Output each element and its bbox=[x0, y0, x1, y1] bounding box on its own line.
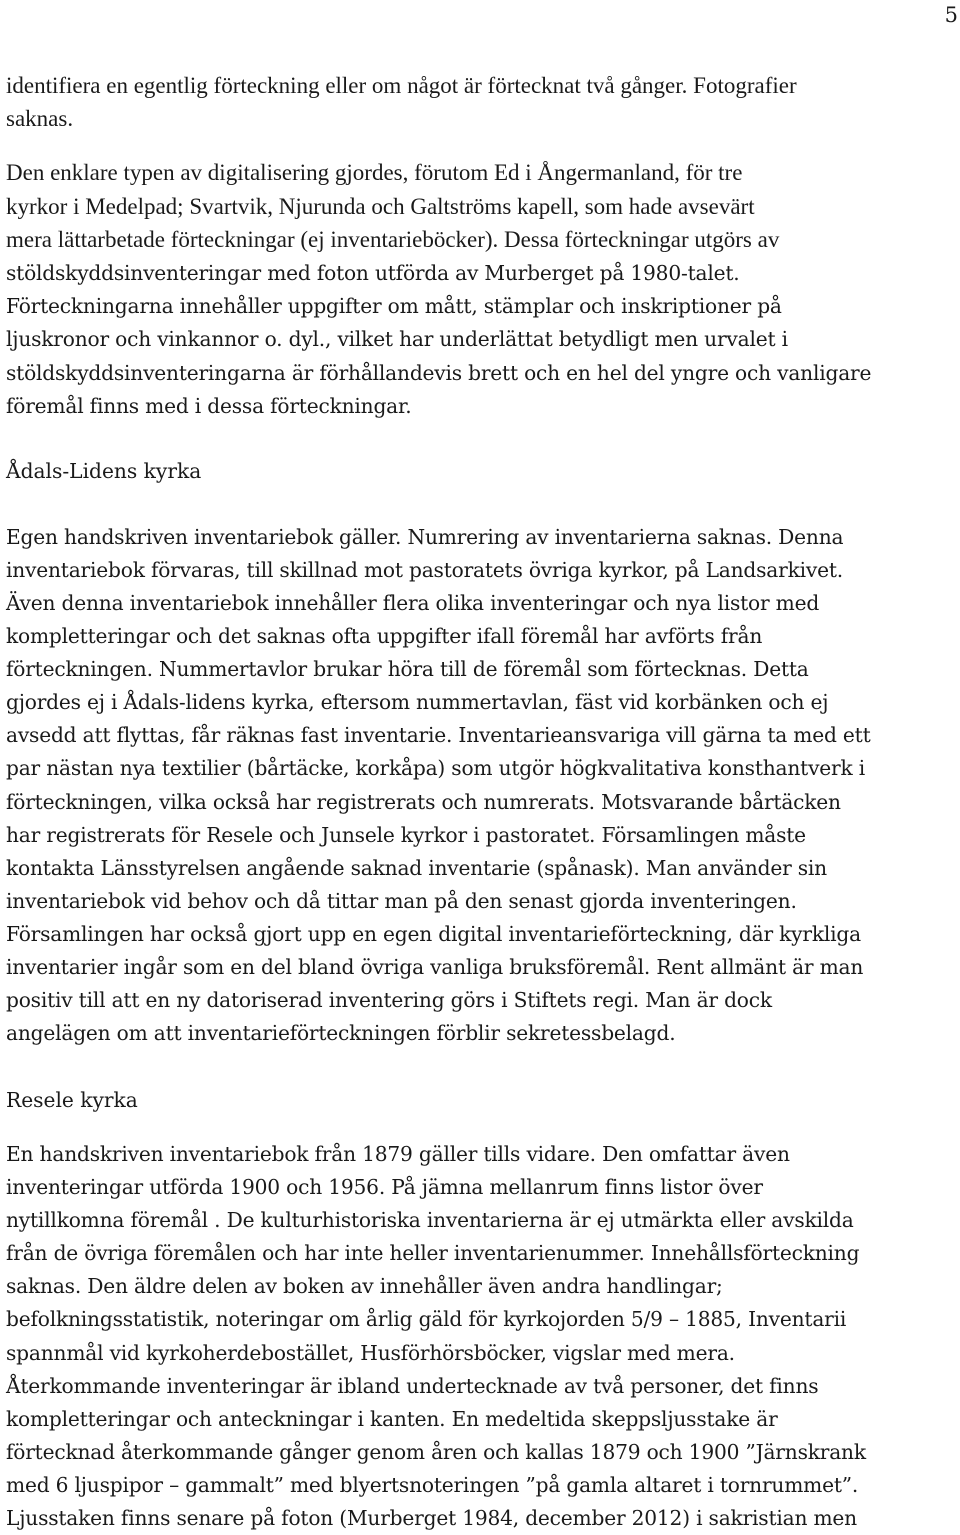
paragraph-line: angelägen om att inventarieförteckningen förblir sekretessbelagd. bbox=[6, 1021, 676, 1045]
section-heading: Resele kyrka bbox=[6, 1088, 138, 1112]
paragraph-line: med 6 ljuspipor – gammalt” med blyertsnoteringen ”på gamla altaret i tornrummet”. bbox=[6, 1473, 859, 1497]
paragraph-line: föremål finns med i dessa förteckningar. bbox=[6, 394, 412, 418]
paragraph-line: Ljusstaken finns senare på foton (Murberget 1984, december 2012) i sakristian men bbox=[6, 1506, 857, 1530]
paragraph-line: inventarier ingår som en del bland övriga vanliga bruksföremål. Rent allmänt är man bbox=[6, 955, 864, 979]
paragraph-line: spannmål vid kyrkoherdebostället, Husförhörsböcker, vigslar med mera. bbox=[6, 1341, 735, 1365]
paragraph-line: har registrerats för Resele och Junsele kyrkor i pastoratet. Församlingen måste bbox=[6, 823, 806, 847]
paragraph-line: identifiera en egentlig förteckning eller om något är förtecknat två gånger. Fotografier bbox=[6, 73, 797, 98]
paragraph-line: En handskriven inventariebok från 1879 gäller tills vidare. Den omfattar även bbox=[6, 1142, 790, 1166]
paragraph-line: kyrkor i Medelpad; Svartvik, Njurunda och Galtströms kapell, som hade avsevärt bbox=[6, 194, 755, 219]
paragraph-line: Återkommande inventeringar är ibland undertecknade av två personer, det finns bbox=[6, 1374, 819, 1398]
paragraph-line: ljuskronor och vinkannor o. dyl., vilket har underlättat betydligt men urvalet i bbox=[6, 327, 788, 351]
paragraph-line: förtecknad återkommande gånger genom åren och kallas 1879 och 1900 ”Järnskrank bbox=[6, 1440, 866, 1464]
paragraph-line: kontakta Länsstyrelsen angående saknad inventarie (spånask). Man använder sin bbox=[6, 856, 827, 880]
paragraph-line: par nästan nya textilier (bårtäcke, korkåpa) som utgör högkvalitativa konsthantverk i bbox=[6, 756, 865, 780]
paragraph-line: Förteckningarna innehåller uppgifter om mått, stämplar och inskriptioner på bbox=[6, 294, 782, 318]
paragraph-line: stöldskyddsinventeringar med foton utförda av Murberget på 1980-talet. bbox=[6, 261, 740, 285]
paragraph-line: inventariebok förvaras, till skillnad mot pastoratets övriga kyrkor, på Landsarkivet. bbox=[6, 558, 843, 582]
paragraph-line: saknas. Den äldre delen av boken av innehåller även andra handlingar; bbox=[6, 1274, 723, 1298]
paragraph-line: från de övriga föremålen och har inte heller inventarienummer. Innehållsförteckning bbox=[6, 1241, 860, 1265]
paragraph-line: saknas. bbox=[6, 106, 74, 131]
paragraph-line: kompletteringar och anteckningar i kanten. En medeltida skeppsljusstake är bbox=[6, 1407, 778, 1431]
paragraph-line: inventeringar utförda 1900 och 1956. På jämna mellanrum finns listor över bbox=[6, 1175, 763, 1199]
paragraph-line: förteckningen, vilka också har registrerats och numrerats. Motsvarande bårtäcken bbox=[6, 790, 841, 814]
paragraph-line: gjordes ej i Ådals-lidens kyrka, eftersom nummertavlan, fäst vid korbänken och ej bbox=[6, 690, 829, 714]
paragraph-line: Församlingen har också gjort upp en egen digital inventarieförteckning, där kyrkliga bbox=[6, 922, 861, 946]
paragraph-line: avsedd att flyttas, får räknas fast inventarie. Inventarieansvariga vill gärna ta med ett bbox=[6, 723, 871, 747]
section-heading: Ådals-Lidens kyrka bbox=[6, 459, 202, 483]
page-number: 5 bbox=[944, 3, 958, 27]
paragraph-line: kompletteringar och det saknas ofta uppgifter ifall föremål har avförts från bbox=[6, 624, 763, 648]
paragraph-line: positiv till att en ny datoriserad inventering görs i Stiftets regi. Man är dock bbox=[6, 988, 772, 1012]
paragraph-line: Den enklare typen av digitalisering gjordes, förutom Ed i Ångermanland, för tre bbox=[6, 160, 743, 185]
paragraph-line: mera lättarbetade förteckningar (ej inventarieböcker). Dessa förteckningar utgörs av bbox=[6, 227, 780, 252]
paragraph-line: Även denna inventariebok innehåller flera olika inventeringar och nya listor med bbox=[6, 591, 820, 615]
paragraph-line: nytillkomna föremål . De kulturhistoriska inventarierna är ej utmärkta eller avskilda bbox=[6, 1208, 854, 1232]
paragraph-line: inventariebok vid behov och då tittar man på den senast gjorda inventeringen. bbox=[6, 889, 797, 913]
paragraph-line: befolkningsstatistik, noteringar om årlig gäld för kyrkojorden 5/9 – 1885, Inventarii bbox=[6, 1307, 847, 1331]
paragraph-line: förteckningen. Nummertavlor brukar höra till de föremål som förtecknas. Detta bbox=[6, 657, 809, 681]
paragraph-line: Egen handskriven inventariebok gäller. Numrering av inventarierna saknas. Denna bbox=[6, 525, 844, 549]
paragraph-line: stöldskyddsinventeringarna är förhållandevis brett och en hel del yngre och vanligare bbox=[6, 361, 872, 385]
